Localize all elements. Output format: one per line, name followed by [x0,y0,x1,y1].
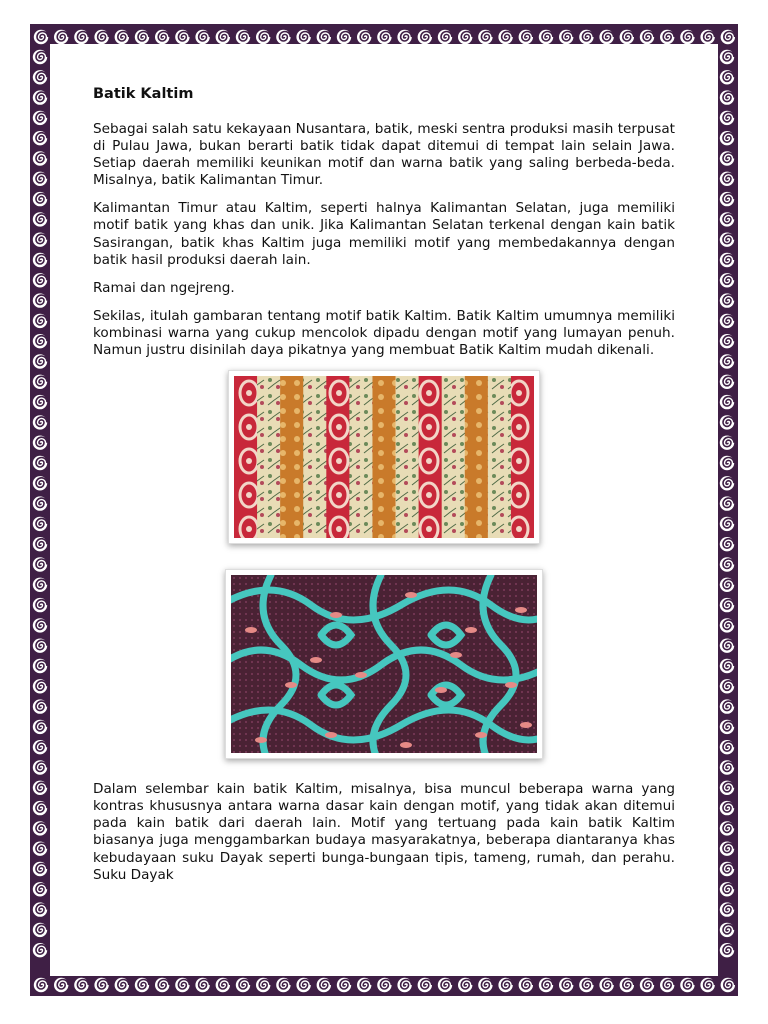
paragraph-4: Sekilas, itulah gambaran tentang motif batik Kaltim. Batik Kaltim umumnya memiliki kombinasi warna yang cukup mencolok dipadu dengan motif yang lumayan penuh. Namun justru disinilah daya pikatnya yang membuat Batik Kaltim mudah dikenali. [93,307,675,359]
paragraph-5: Dalam selembar kain batik Kaltim, misalnya, bisa muncul beberapa warna yang kontras khususnya antara warna dasar kain dengan motif, yang tidak akan ditemui pada kain batik dari daerah lain. Motif yang tertuang pada kain batik Kaltim biasanya juga menggambarkan budaya masyarakatnya, beberapa diantaranya khas kebudayaan suku Dayak seperti bunga-bungaan tipis, tameng, rumah, dan perahu. Suku Dayak [93,781,675,883]
document-title: Batik Kaltim [93,86,194,102]
batik-image-teal-dayak [225,569,543,759]
paragraph-2: Kalimantan Timur atau Kaltim, seperti halnya Kalimantan Selatan, juga memiliki motif batik yang khas dan unik. Jika Kalimantan Selatan terkenal dengan kain batik Sasirangan, batik khas Kaltim juga memiliki motif yang membedakannya dengan batik hasil produksi daerah lain. [93,200,675,268]
paragraph-1: Sebagai salah satu kekayaan Nusantara, batik, meski sentra produksi masih terpusat di Pulau Jawa, bukan berarti batik tidak dapat ditemui di tempat lain selain Jawa. Setiap daerah memiliki keunikan motif dan warna batik yang saling berbeda-beda. Misalnya, batik Kalimantan Timur. [93,121,675,189]
batik-image-red-stripes [228,370,540,544]
paragraph-3: Ramai dan ngejreng. [93,279,235,296]
document-body [93,86,675,895]
